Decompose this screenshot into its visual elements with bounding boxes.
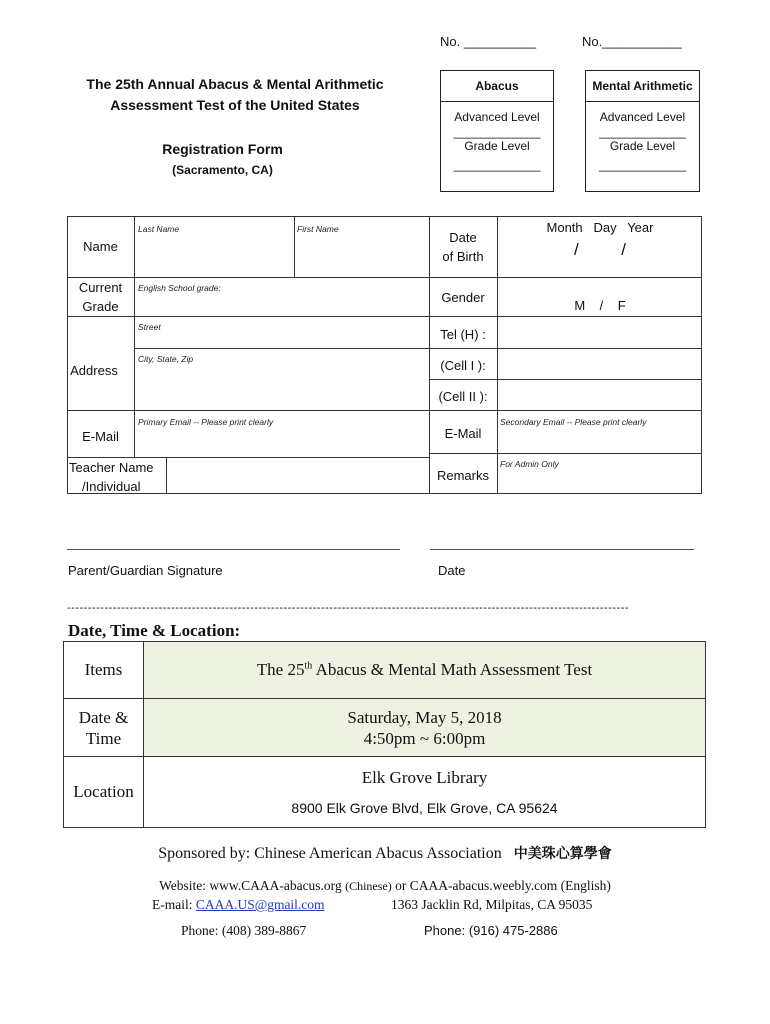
date-time-label: Date & Time [64,699,144,757]
school-grade-field[interactable] [135,278,428,315]
abacus-grade-label: Grade Level [464,139,530,153]
abacus-title: Abacus [441,71,553,102]
first-name-hint: First Name [297,224,339,234]
form-location: (Sacramento, CA) [172,163,273,177]
mental-grade-blank[interactable]: _____________ [599,158,686,172]
signature-date-line[interactable] [430,549,694,550]
dob-slashes[interactable]: / / [574,240,626,259]
secondary-email-hint: Secondary Email -- Please print clearly [500,417,647,427]
email-label-2: E-Mail [444,426,482,441]
gender-options[interactable]: M / F [574,298,626,313]
page-title: The 25th Annual Abacus & Mental Arithmetic Assessment Test of the United States [86,76,384,113]
website-line: Website: www.CAAA-abacus.org (Chinese) or CAAA-abacus.weebly.com (English) [159,878,611,893]
secondary-email-field[interactable] [498,411,701,452]
street-hint: Street [138,322,161,332]
sponsor-chinese: 中美珠心算學會 [513,845,612,861]
schedule-row-items [64,642,706,699]
gender-label: Gender [441,290,485,305]
first-name-field[interactable] [295,217,428,276]
email-line: E-mail: CAAA.US@gmail.com [152,897,325,912]
last-name-hint: Last Name [138,224,180,234]
sponsor-line [0,843,770,863]
mental-grade-label: Grade Level [609,139,676,153]
date-time-value: Saturday, May 5, 2018 4:50pm ~ 6:00pm [144,699,706,757]
schedule-row-date [64,699,706,757]
tel-home-field[interactable] [498,317,701,347]
teacher-label: Teacher Name /Individual [69,460,154,494]
abacus-grade-blank[interactable]: _____________ [453,158,541,172]
city-field[interactable] [135,349,428,409]
cut-divider: --------------------------------------------------------------------------------------------------------------------------------------- [67,602,630,614]
cell-1-field[interactable] [498,349,701,378]
cell-2-field[interactable] [498,380,701,409]
tel-home-label: Tel (H) : [440,327,486,342]
mailing-address: 1363 Jacklin Rd, Milpitas, CA 95035 [391,897,593,912]
dob-header: Month Day Year [546,220,654,235]
signature-date-label: Date [438,563,466,578]
form-number-left: No. __________ [440,34,537,49]
form-title: Registration Form [162,141,283,157]
schedule-row-location [64,757,706,828]
mental-advanced-label: Advanced Level [599,110,686,124]
phone-1: Phone: (408) 389-8867 [181,923,307,938]
dob-label: Date of Birth [442,230,484,264]
email-label: E-Mail [82,429,119,444]
schedule-table [63,641,706,828]
schedule-heading: Date, Time & Location: [68,621,241,640]
mental-title: Mental Arithmetic [586,71,699,102]
remarks-label: Remarks [436,468,489,483]
admin-only-hint: For Admin Only [500,459,559,469]
school-grade-hint: English School grade: [138,283,221,293]
form-number-right: No.___________ [582,34,682,49]
cell-2-label: (Cell II ): [438,389,488,404]
email-link[interactable]: CAAA.US@gmail.com [195,897,325,912]
name-label: Name [83,239,118,254]
current-grade-label: Current Grade [78,280,123,314]
abacus-advanced-blank[interactable]: _____________ [453,125,541,139]
mental-advanced-blank[interactable]: _____________ [599,125,686,139]
items-value: The 25th Abacus & Mental Math Assessment Test [144,642,706,699]
last-name-field[interactable] [135,217,293,276]
sponsor-text: Sponsored by: Chinese American Abacus Association [158,845,502,862]
items-label: Items [64,642,144,699]
primary-email-field[interactable] [135,411,428,456]
location-value: Elk Grove Library 8900 Elk Grove Blvd, Elk Grove, CA 95624 [144,757,706,828]
street-field[interactable] [135,317,428,347]
teacher-field[interactable] [167,458,428,493]
cell-1-label: (Cell I ): [440,358,486,373]
location-label: Location [64,757,144,828]
address-label: Address [70,363,118,378]
primary-email-hint: Primary Email -- Please print clearly [138,417,274,427]
signature-line[interactable] [67,549,400,550]
abacus-advanced-label: Advanced Level [454,110,540,124]
parent-signature-label: Parent/Guardian Signature [68,563,223,578]
city-hint: City, State, Zip [138,354,194,364]
phone-2: Phone: (916) 475-2886 [424,923,558,938]
